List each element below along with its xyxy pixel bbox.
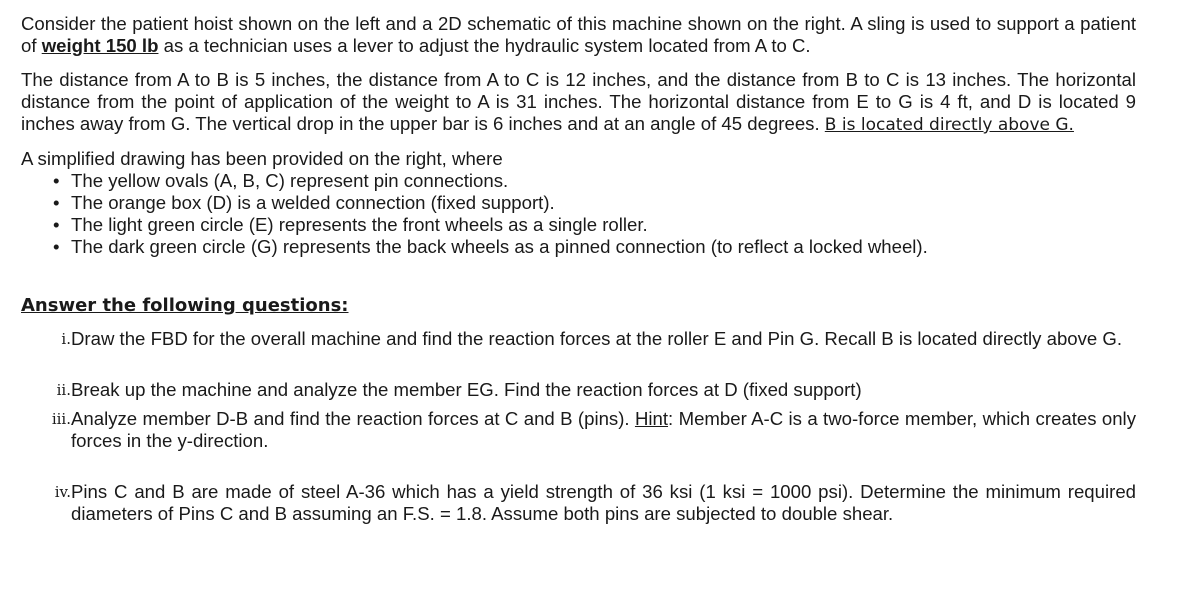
question-text-after-hint: : Member A-C is a two-force member, which creates only forces in the y-direction.: [71, 408, 1136, 451]
hint-link[interactable]: Hint: [634, 408, 669, 429]
bullet-item-pinned-wheel: • The dark green circle (G) represents the back wheels as a pinned connection (to reflect a locked wheel).: [71, 236, 1136, 258]
question-item: [21, 481, 1136, 525]
question-number: iii.: [51, 410, 71, 428]
answer-heading: Answer the following questions:: [21, 295, 349, 316]
question-text: Pins C and B are made of steel A-36 which has a yield strength of 36 ksi (1 ksi = 1000 psi). Determine the minimum required diameters of Pins C and B assuming an F.S. = 1.8. Assume both pins are subjected to double shear.: [71, 481, 1136, 524]
problem-content: [21, 13, 1136, 525]
b-location-note: B is located directly above G.: [824, 115, 1074, 135]
intro-text-1a: Consider the patient hoist shown on the left and a 2D schematic of this machine shown on the right. A sling is used to support a patient of: [21, 13, 1136, 56]
bullet-item-pins: • The yellow ovals (A, B, C) represent pin connections.: [71, 170, 1136, 192]
question-number: i.: [61, 330, 71, 348]
question-item: [21, 328, 1136, 350]
weight-value: weight 150 lb: [41, 35, 159, 56]
legend-bullet-list: [21, 170, 1136, 258]
intro-paragraph-3: A simplified drawing has been provided on the right, where: [21, 148, 503, 169]
question-number: iv.: [54, 483, 71, 501]
bullet-item-welded: • The orange box (D) is a welded connection (fixed support).: [71, 192, 1136, 214]
question-number: ii.: [56, 381, 71, 399]
question-item: [21, 408, 1136, 452]
intro-paragraph-2: [21, 69, 1136, 136]
intro-text-1b: as a technician uses a lever to adjust the hydraulic system located from A to C.: [158, 35, 811, 56]
question-text: Draw the FBD for the overall machine and find the reaction forces at the roller E and Pin G. Recall B is located directly above G.: [71, 328, 1123, 349]
question-text: Break up the machine and analyze the member EG. Find the reaction forces at D (fixed support): [71, 379, 862, 400]
bullet-item-roller: • The light green circle (E) represents the front wheels as a single roller.: [71, 214, 1136, 236]
intro-text-2a: The distance from A to B is 5 inches, the distance from A to C is 12 inches, and the distance from B to C is 13 inches. The horizontal distance from the point of application of the weight to A is 31 inches. The horizontal distance from E to G is 4 ft, and D is located 9 inches away from G. The vertical drop in the upper bar is 6 inches and at an angle of 45 degrees.: [21, 69, 1136, 134]
question-text-before-hint: Analyze member D-B and find the reaction forces at C and B (pins).: [71, 408, 635, 429]
intro-paragraph-1: [21, 13, 1136, 57]
question-item: [21, 379, 1136, 401]
